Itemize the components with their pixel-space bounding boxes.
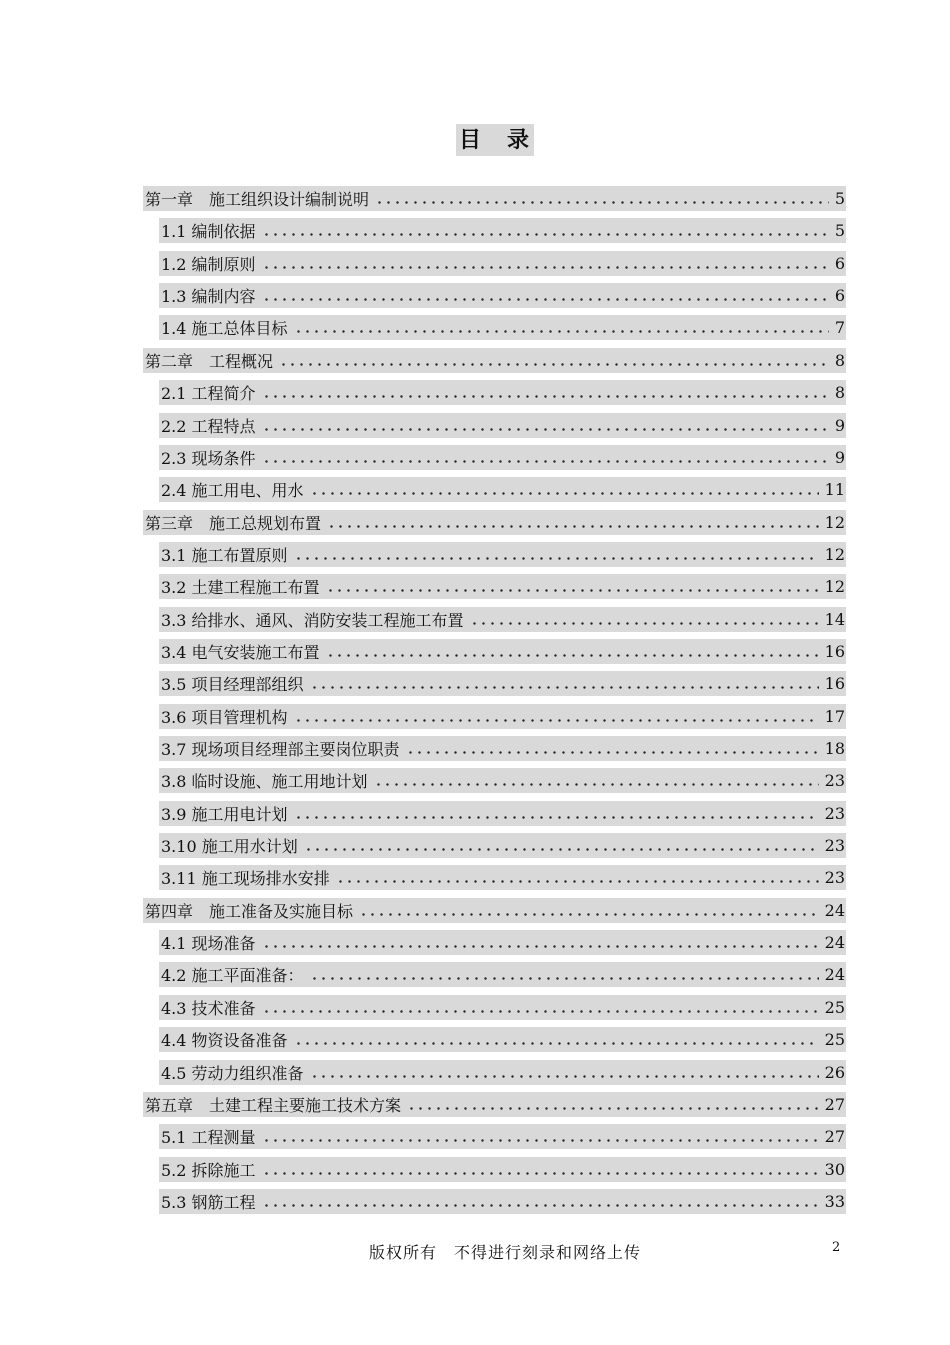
toc-entry-label: 4.5 劳动力组织准备 (161, 1063, 304, 1083)
toc-entry-label: 1.2 编制原则 (161, 254, 256, 274)
toc-entry-label: 4.4 物资设备准备 (161, 1031, 288, 1051)
toc-dot-leader (374, 768, 819, 793)
toc-dot-leader (262, 283, 829, 308)
toc-dot-leader (262, 251, 829, 276)
toc-entry-label: 2.1 工程简介 (161, 384, 256, 404)
toc-section-entry[interactable] (159, 542, 846, 567)
toc-section-entry[interactable] (159, 1189, 846, 1214)
toc-dot-leader (326, 574, 819, 599)
toc-entry-page: 8 (834, 350, 845, 370)
toc-entry-label: 第一章 施工组织设计编制说明 (145, 190, 370, 209)
toc-section-entry[interactable] (159, 1060, 846, 1085)
toc-entry-label: 3.2 土建工程施工布置 (161, 578, 320, 598)
toc-dot-leader (326, 639, 819, 664)
toc-entry-label: 3.10 施工用水计划 (161, 837, 298, 856)
toc-chapter-entry[interactable] (143, 348, 846, 373)
toc-entry-page: 6 (834, 286, 845, 306)
toc-entry-label: 3.4 电气安装施工布置 (161, 642, 320, 662)
page-number: 2 (832, 1240, 841, 1255)
toc-dot-leader (310, 477, 819, 502)
toc-section-entry[interactable] (159, 768, 846, 793)
toc-entry-page: 17 (824, 706, 845, 726)
toc-entry-page: 24 (824, 965, 845, 985)
toc-entry-page: 14 (824, 609, 845, 629)
toc-entry-page: 24 (824, 900, 845, 920)
toc-section-entry[interactable] (159, 865, 846, 890)
toc-section-entry[interactable] (159, 930, 846, 955)
toc-dot-leader (470, 607, 819, 632)
toc-entry-label: 2.3 现场条件 (161, 448, 256, 468)
toc-dot-leader (359, 898, 819, 923)
toc-section-entry[interactable] (159, 283, 846, 308)
toc-dot-leader (262, 445, 829, 470)
toc-entry-label: 1.4 施工总体目标 (161, 319, 288, 339)
toc-entry-page: 9 (834, 415, 845, 435)
toc-entry-page: 27 (824, 1094, 845, 1114)
toc-chapter-entry[interactable] (143, 898, 846, 923)
toc-entry-page: 26 (824, 1062, 845, 1082)
toc-chapter-entry[interactable] (143, 510, 846, 535)
toc-entry-page: 8 (834, 383, 845, 403)
toc-chapter-entry[interactable] (143, 1092, 846, 1117)
toc-entry-page: 16 (824, 641, 845, 661)
toc-section-entry[interactable] (159, 380, 846, 405)
toc-entry-label: 3.8 临时设施、施工用地计划 (161, 772, 368, 792)
toc-entry-label: 第四章 施工准备及实施目标 (145, 901, 354, 921)
toc-entry-page: 33 (824, 1191, 845, 1211)
toc-dot-leader (262, 1189, 819, 1214)
copyright-footer: 版权所有 不得进行刻录和网络上传 (368, 1243, 641, 1262)
toc-entry-label: 5.1 工程测量 (161, 1128, 256, 1148)
toc-dot-leader (310, 671, 819, 696)
toc-entry-page: 12 (824, 544, 845, 564)
toc-entry-label: 3.7 现场项目经理部主要岗位职责 (161, 740, 400, 759)
toc-section-entry[interactable] (159, 1027, 846, 1052)
toc-entry-label: 3.5 项目经理部组织 (161, 675, 304, 695)
toc-dot-leader (310, 962, 819, 987)
toc-dot-leader (294, 315, 829, 340)
toc-dot-leader (375, 186, 829, 211)
toc-section-entry[interactable] (159, 704, 846, 729)
toc-entry-page: 23 (824, 836, 845, 855)
toc-dot-leader (310, 1060, 819, 1085)
toc-section-entry[interactable] (159, 639, 846, 664)
toc-section-entry[interactable] (159, 315, 846, 340)
toc-section-entry[interactable] (159, 1157, 846, 1182)
toc-dot-leader (262, 930, 819, 955)
toc-entry-label: 3.3 给排水、通风、消防安装工程施工布置 (161, 610, 464, 630)
toc-dot-leader (406, 736, 819, 761)
toc-entry-label: 第五章 土建工程主要施工技术方案 (145, 1095, 402, 1115)
toc-section-entry[interactable] (159, 1124, 846, 1149)
toc-entry-page: 25 (824, 1030, 845, 1050)
toc-entry-label: 3.11 施工现场排水安排 (161, 869, 330, 889)
toc-chapter-entry[interactable] (143, 186, 846, 211)
toc-entry-label: 4.2 施工平面准备： (161, 966, 304, 986)
toc-section-entry[interactable] (159, 671, 846, 696)
toc-entry-label: 1.3 编制内容 (161, 287, 256, 307)
toc-dot-leader (262, 218, 829, 243)
toc-entry-label: 第二章 工程概况 (145, 351, 274, 371)
toc-dot-leader (262, 1124, 819, 1149)
toc-section-entry[interactable] (159, 218, 846, 243)
toc-entry-page: 5 (834, 189, 845, 208)
page-title: 目 录 (456, 124, 534, 156)
toc-entry-page: 12 (824, 577, 845, 597)
toc-entry-page: 18 (824, 739, 845, 758)
toc-entry-label: 1.1 编制依据 (161, 222, 256, 242)
toc-entry-page: 27 (824, 1127, 845, 1147)
toc-entry-label: 2.2 工程特点 (161, 416, 256, 436)
toc-entry-page: 23 (824, 771, 845, 791)
toc-entry-label: 3.1 施工布置原则 (161, 545, 288, 565)
toc-dot-leader (279, 348, 829, 373)
toc-entry-page: 16 (824, 674, 845, 694)
toc-section-entry[interactable] (159, 413, 846, 438)
toc-dot-leader (294, 542, 819, 567)
toc-entry-page: 9 (834, 447, 845, 467)
toc-section-entry[interactable] (159, 833, 846, 858)
toc-section-entry[interactable] (159, 445, 846, 470)
toc-entry-page: 23 (824, 868, 845, 888)
toc-entry-page: 5 (834, 221, 845, 241)
toc-section-entry[interactable] (159, 736, 846, 761)
toc-entry-label: 5.3 钢筋工程 (161, 1192, 256, 1212)
toc-entry-label: 3.9 施工用电计划 (161, 804, 288, 824)
toc-section-entry[interactable] (159, 962, 846, 987)
toc-entry-label: 4.1 现场准备 (161, 934, 256, 954)
toc-section-entry[interactable] (159, 995, 846, 1020)
toc-section-entry[interactable] (159, 477, 846, 502)
toc-dot-leader (262, 1157, 819, 1182)
toc-entry-page: 25 (824, 997, 845, 1017)
toc-section-entry[interactable] (159, 251, 846, 276)
toc-entry-page: 12 (824, 512, 845, 532)
toc-dot-leader (294, 704, 819, 729)
toc-entry-page: 6 (834, 253, 845, 273)
toc-dot-leader (327, 510, 819, 535)
toc-entry-label: 3.6 项目管理机构 (161, 707, 288, 727)
toc-entry-label: 5.2 拆除施工 (161, 1160, 256, 1180)
toc-entry-label: 第三章 施工总规划布置 (145, 513, 322, 533)
toc-entry-page: 24 (824, 933, 845, 953)
toc-section-entry[interactable] (159, 574, 846, 599)
toc-section-entry[interactable] (159, 801, 846, 826)
toc-entry-label: 4.3 技术准备 (161, 998, 256, 1018)
toc-dot-leader (262, 413, 829, 438)
toc-dot-leader (407, 1092, 819, 1117)
toc-dot-leader (262, 995, 819, 1020)
toc-dot-leader (294, 1027, 819, 1052)
toc-entry-label: 2.4 施工用电、用水 (161, 481, 304, 501)
toc-entry-page: 7 (834, 318, 845, 338)
toc-dot-leader (294, 801, 819, 826)
toc-entry-page: 11 (824, 480, 845, 500)
toc-entry-page: 23 (824, 803, 845, 823)
toc-dot-leader (262, 380, 829, 405)
toc-entry-page: 30 (824, 1159, 845, 1179)
toc-section-entry[interactable] (159, 607, 846, 632)
toc-dot-leader (304, 833, 819, 858)
toc-dot-leader (336, 865, 819, 890)
